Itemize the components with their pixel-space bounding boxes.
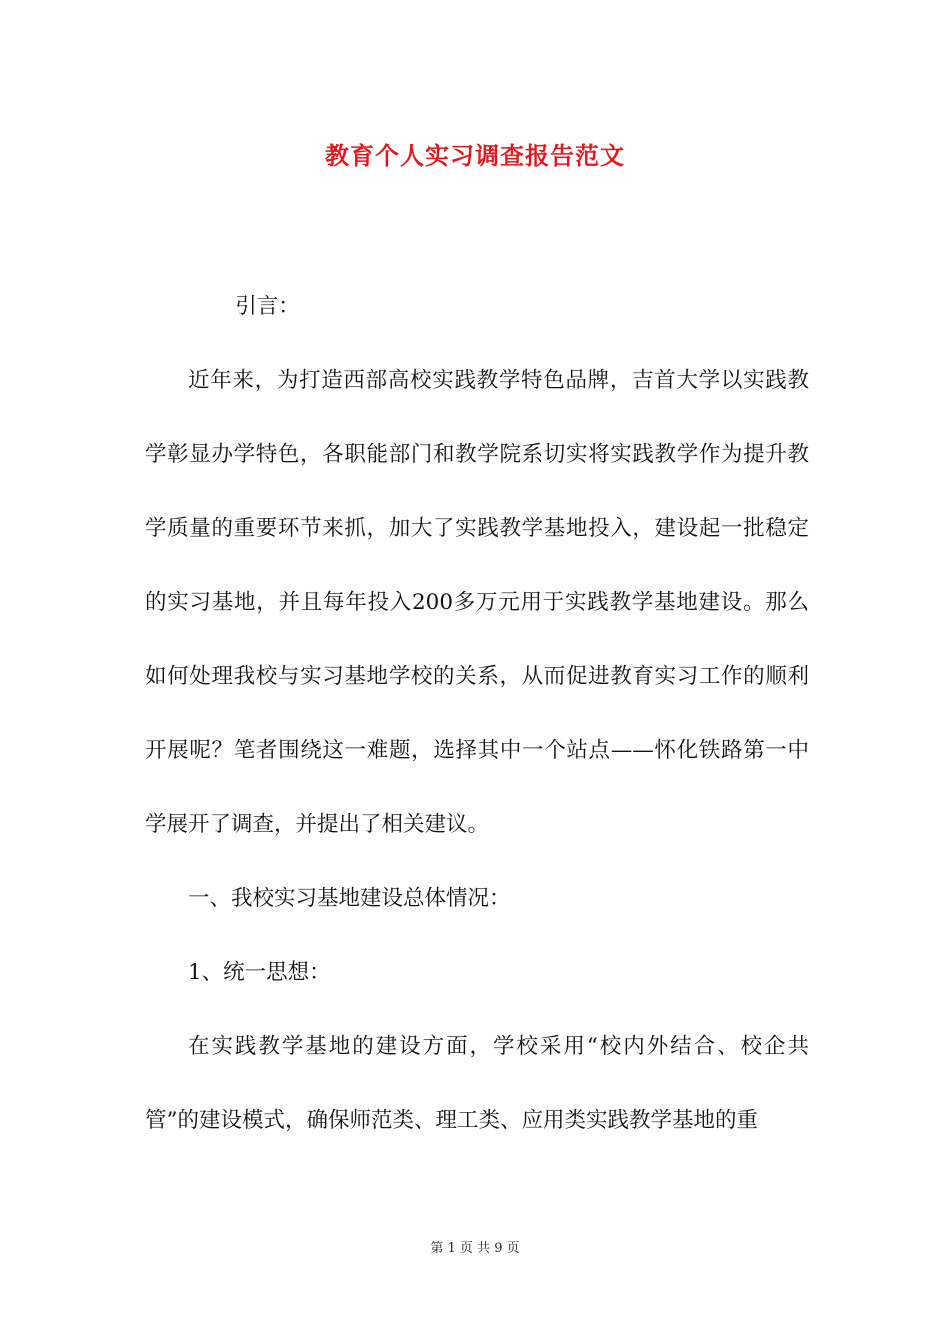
subsection-heading-1: 1、统一思想： — [188, 960, 331, 985]
paragraph-base-construction: 在实践教学基地的建设方面，学校采用“校内外结合、校企共管”的建设模式，确保师范类、理工类、应用类实践教学基地的重 — [145, 1034, 809, 1133]
document-title: 教育个人实习调查报告范文 — [325, 141, 625, 170]
document-body — [145, 270, 809, 1158]
section-heading-1: 一、我校实习基地建设总体情况： — [188, 886, 511, 911]
paragraph-intro-heading: 引言： — [235, 294, 300, 319]
paragraph-background: 近年来，为打造西部高校实践教学特色品牌，吉首大学以实践教学彰显办学特色，各职能部门和教学院系切实将实践教学作为提升教学质量的重要环节来抓，加大了实践教学基地投入，建设起一批稳定的实习基地，并且每年投入200多万元用于实践教学基地建设。那么如何处理我校与实习基地学校的关系，从而促进教育实习工作的顺利开展呢？笔者围绕这一难题，选择其中一个站点——怀化铁路第一中学展开了调查，并提出了相关建议。 — [145, 368, 809, 837]
page-footer: 第 1 页 共 9 页 — [430, 1241, 520, 1256]
